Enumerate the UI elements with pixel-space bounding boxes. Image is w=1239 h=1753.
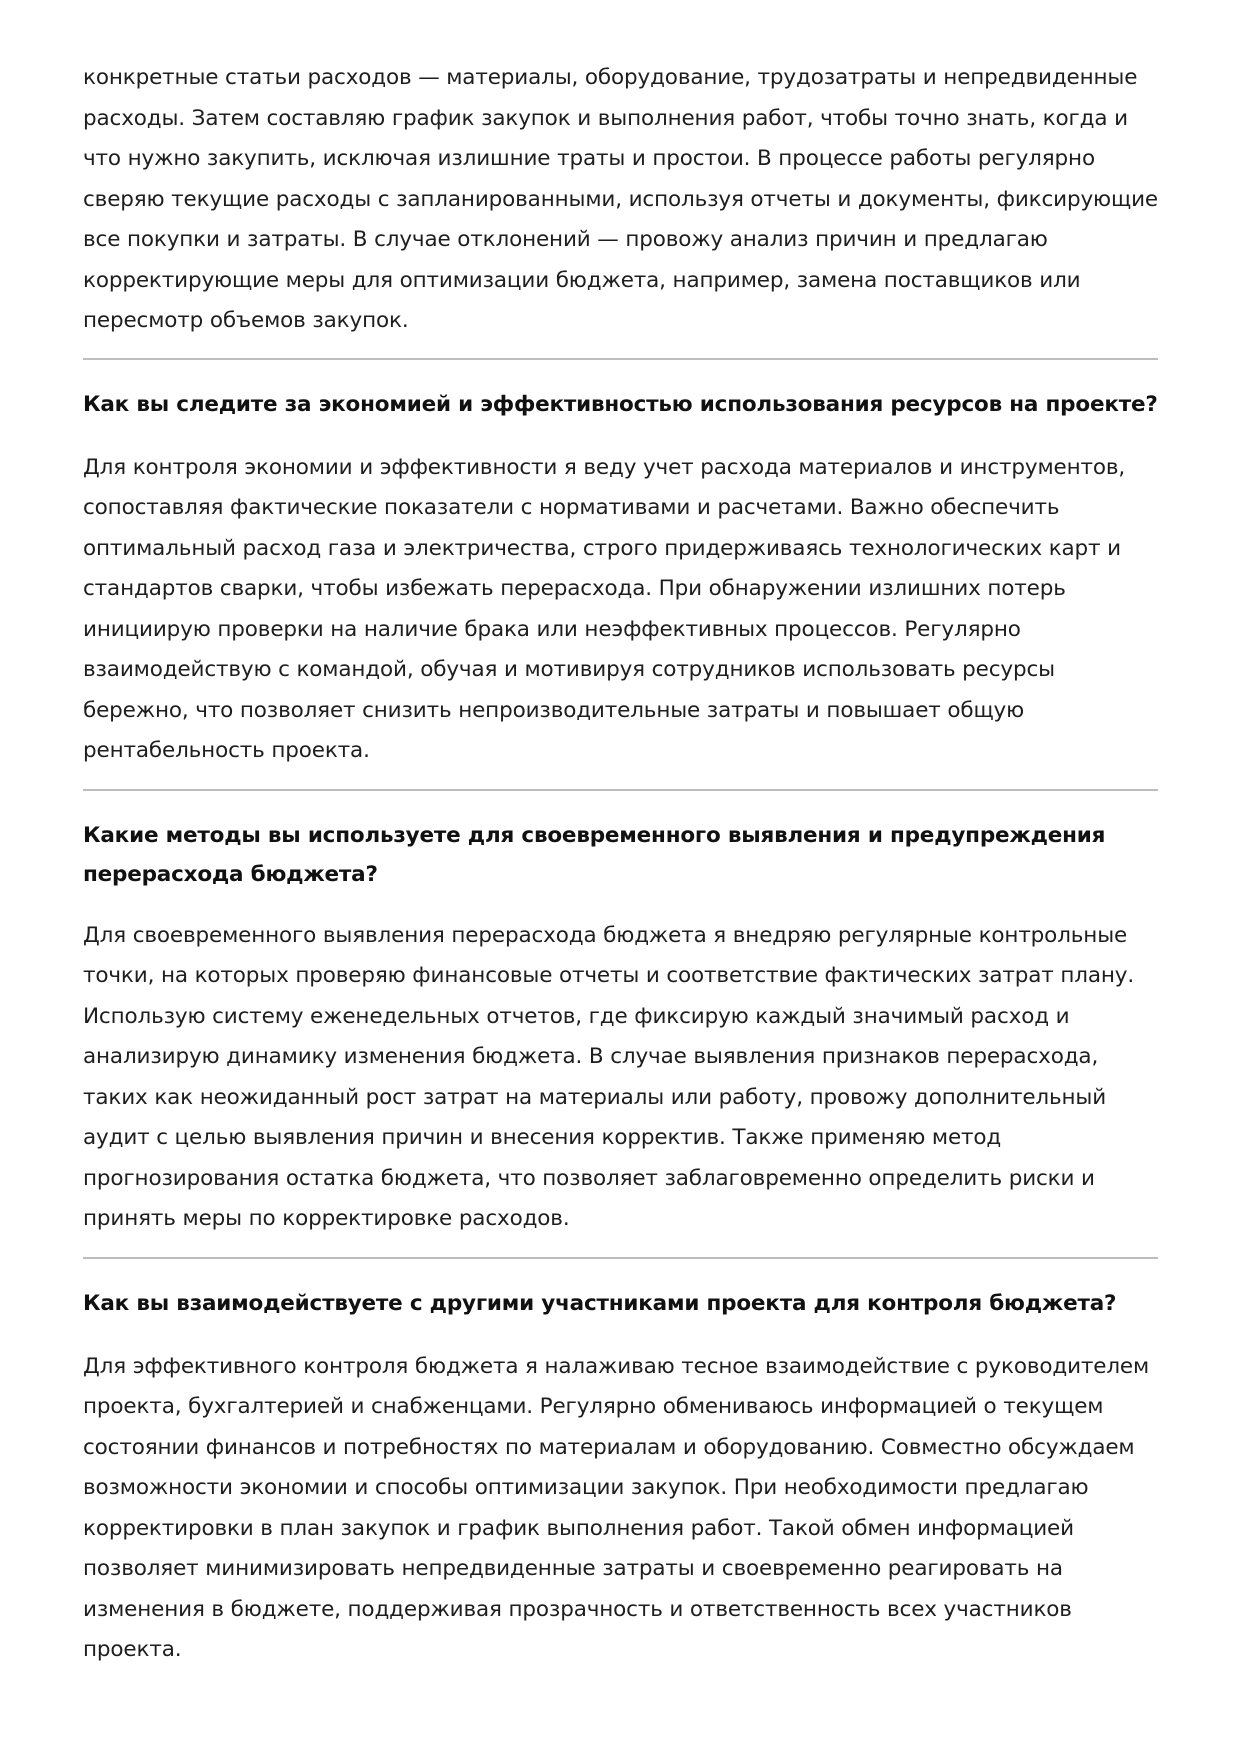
section-divider bbox=[83, 789, 1158, 791]
question-heading: Как вы взаимодействуете с другими участниками проекта для контроля бюджета? bbox=[83, 1290, 1117, 1316]
answer-paragraph: Для эффективного контроля бюджета я налаживаю тесное взаимодействие с руководителем проекта, бухгалтерией и снабженцами. Регулярно обмениваюсь информацией о текущем состоянии финансов и потребностях по материалам и оборудованию. Совместно обсуждаем возможности экономии и способы оптимизации закупок. При необходимости предлагаю корректировки в план закупок и график выполнения работ. Такой обмен информацией позволяет минимизировать непредвиденные затраты и своевременно реагировать на изменения в бюджете, поддерживая прозрачность и ответственность всех участников проекта. bbox=[83, 1353, 1150, 1662]
question-heading: Как вы следите за экономией и эффективностью использования ресурсов на проекте? bbox=[83, 391, 1158, 417]
intro-paragraph: конкретные статьи расходов — материалы, оборудование, трудозатраты и непредвиденные расходы. Затем составляю график закупок и выполнения работ, чтобы точно знать, когда и что нужно закупить, исключая излишние траты и простои. В процессе работы регулярно сверяю текущие расходы с запланированными, используя отчеты и документы, фиксирующие все покупки и затраты. В случае отклонений — провожу анализ причин и предлагаю корректирующие меры для оптимизации бюджета, например, замена поставщиков или пересмотр объемов закупок. bbox=[83, 65, 1158, 333]
section-divider bbox=[83, 358, 1158, 360]
section-divider bbox=[83, 1257, 1158, 1259]
answer-paragraph: Для контроля экономии и эффективности я веду учет расхода материалов и инструментов, сопоставляя фактические показатели с нормативами и расчетами. Важно обеспечить оптимальный расход газа и электричества, строго придерживаясь технологических карт и стандартов сварки, чтобы избежать перерасхода. При обнаружении излишних потерь инициирую проверки на наличие брака или неэффективных процессов. Регулярно взаимодействую с командой, обучая и мотивируя сотрудников использовать ресурсы бережно, что позволяет снизить непроизводительные затраты и повышает общую рентабельность проекта. bbox=[83, 454, 1126, 763]
question-heading: Какие методы вы используете для своевременного выявления и предупреждения перерасхода бюджета? bbox=[83, 822, 1106, 887]
answer-paragraph: Для своевременного выявления перерасхода бюджета я внедряю регулярные контрольные точки, на которых проверяю финансовые отчеты и соответствие фактических затрат плану. Использую систему еженедельных отчетов, где фиксирую каждый значимый расход и анализирую динамику изменения бюджета. В случае выявления признаков перерасхода, таких как неожиданный рост затрат на материалы или работу, провожу дополнительный аудит с целью выявления причин и внесения корректив. Также применяю метод прогнозирования остатка бюджета, что позволяет заблаговременно определить риски и принять меры по корректировке расходов. bbox=[83, 922, 1135, 1231]
document-page bbox=[83, 62, 1158, 1671]
